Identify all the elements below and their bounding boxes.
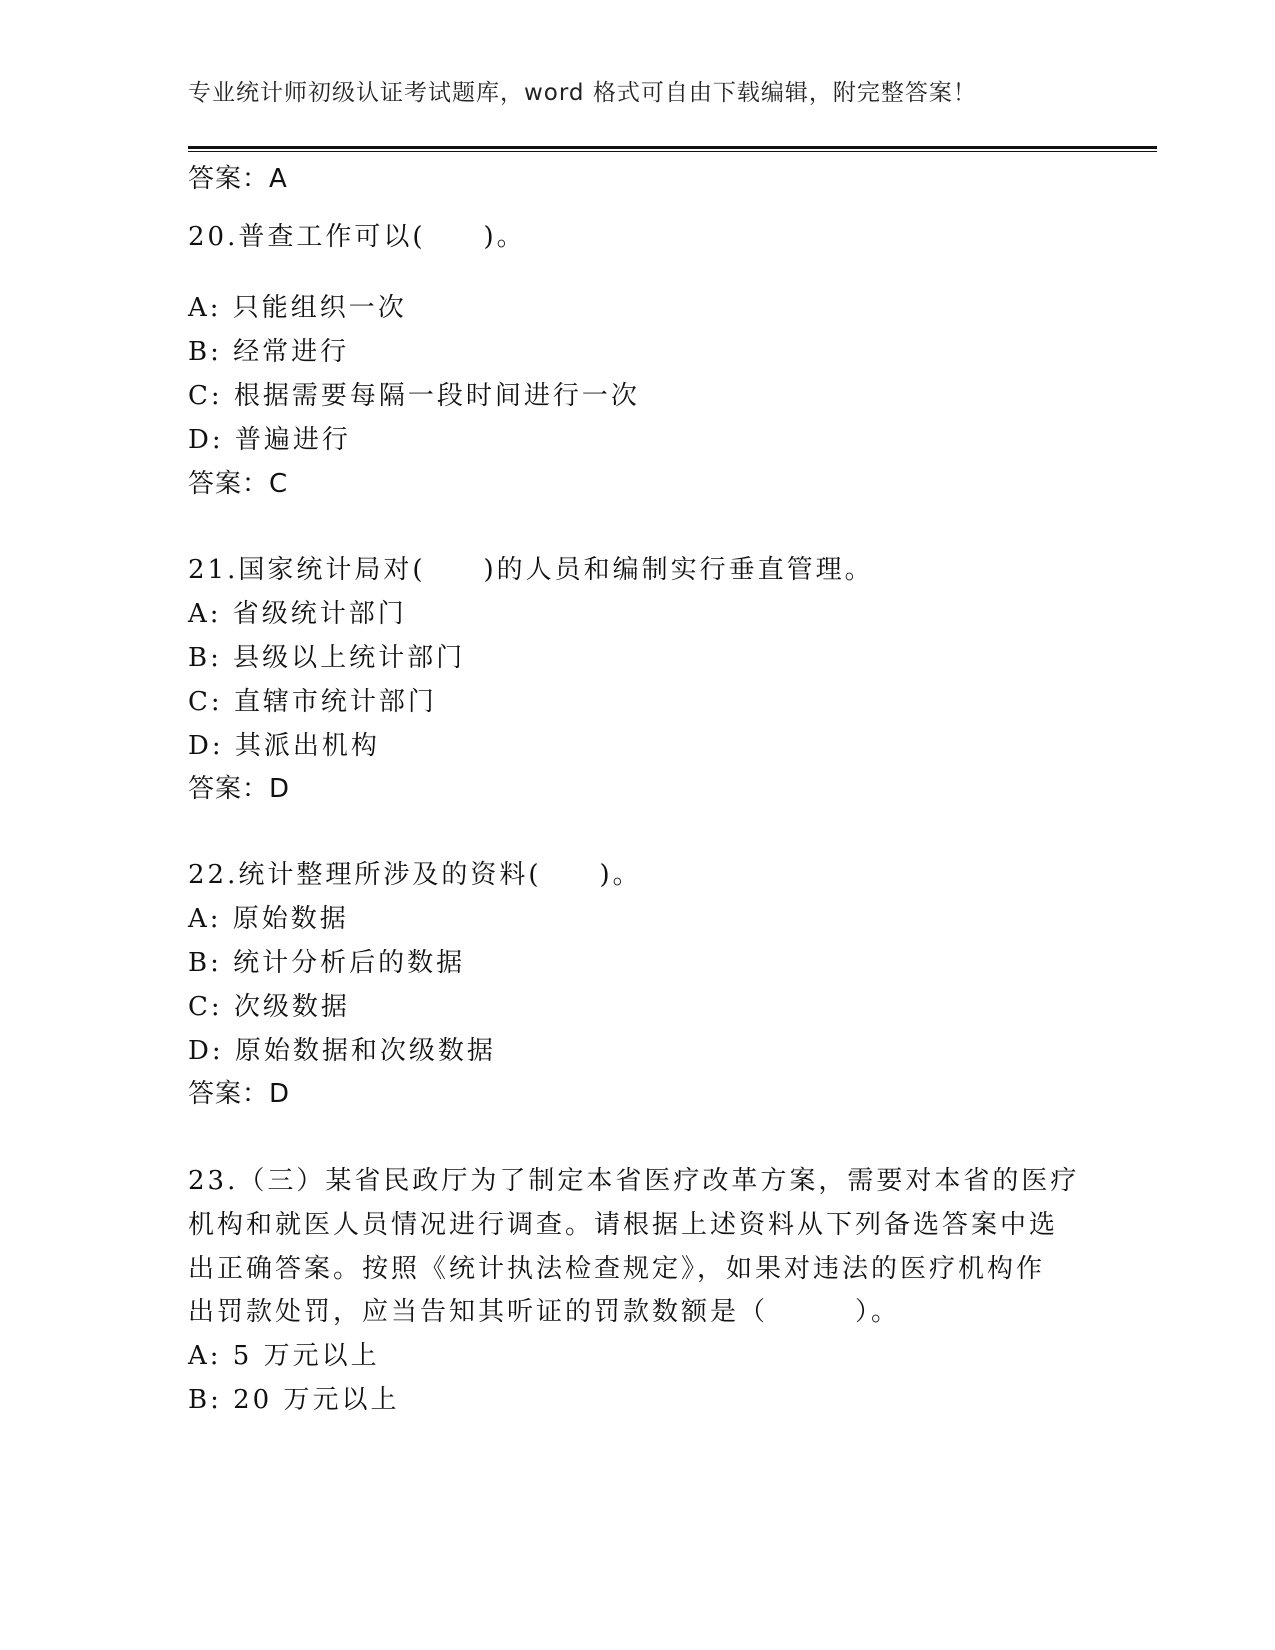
header-rule-thin [188,151,1157,152]
question-23-stem-line-3: 出正确答案。按照《统计执法检查规定》，如果对违法的医疗机构作 [188,1254,1046,1284]
header-rule-thick [188,146,1157,149]
question-21-answer: 答案：D [188,774,291,804]
question-21-option-b: B: 县级以上统计部门 [188,643,466,673]
question-22-stem: 22.统计整理所涉及的资料( )。 [188,860,642,890]
question-20-stem: 20.普查工作可以( )。 [188,222,526,252]
answer-prev: 答案：A [188,164,288,194]
question-21-stem: 21.国家统计局对( )的人员和编制实行垂直管理。 [188,555,874,585]
question-20-option-a: A: 只能组织一次 [188,293,407,323]
question-22-answer: 答案：D [188,1079,291,1109]
question-20-option-d: D: 普遍进行 [188,425,351,455]
question-22-option-a: A: 原始数据 [188,904,349,934]
question-20-option-b: B: 经常进行 [188,337,350,367]
question-22-option-b: B: 统计分析后的数据 [188,948,466,978]
question-20-answer: 答案：C [188,469,289,499]
question-20-option-c: C: 根据需要每隔一段时间进行一次 [188,381,640,411]
question-23-option-b: B: 20 万元以上 [188,1385,400,1415]
question-23-stem-line-2: 机构和就医人员情况进行调查。请根据上述资料从下列备选答案中选 [188,1210,1059,1240]
page-header: 专业统计师初级认证考试题库，word 格式可自由下载编辑，附完整答案！ [188,80,977,106]
question-22-option-d: D: 原始数据和次级数据 [188,1036,496,1066]
question-21-option-c: C: 直辖市统计部门 [188,687,437,717]
question-23-option-a: A: 5 万元以上 [188,1341,380,1371]
question-21-option-d: D: 其派出机构 [188,731,380,761]
question-23-stem-line-1: 23.（三）某省民政厅为了制定本省医疗改革方案，需要对本省的医疗 [188,1166,1080,1196]
question-21-option-a: A: 省级统计部门 [188,599,407,629]
question-23-stem-line-4: 出罚款处罚，应当告知其听证的罚款数额是（ ）。 [188,1297,901,1327]
question-22-option-c: C: 次级数据 [188,992,350,1022]
